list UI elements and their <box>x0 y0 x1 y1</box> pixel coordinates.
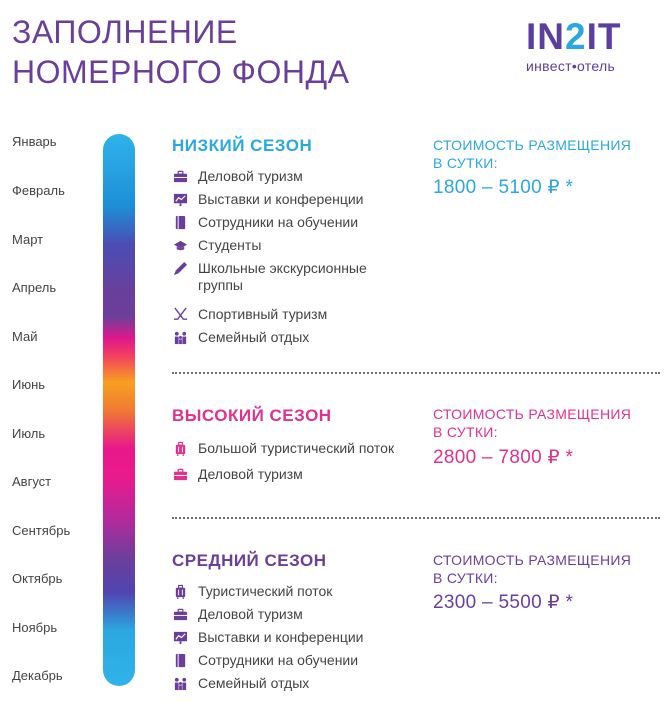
mid-season-title: СРЕДНИЙ СЕЗОН <box>172 551 327 570</box>
page-title-line-2: НОМЕРНОГО ФОНДА <box>12 54 350 90</box>
list-item <box>172 329 309 346</box>
month-label: Август <box>12 474 52 489</box>
list-item <box>172 306 327 323</box>
low-season-price: 1800 – 5100 ₽ * <box>433 177 574 198</box>
item-label: Деловой туризм <box>198 466 303 482</box>
item-label: Выставки и конференции <box>198 191 364 207</box>
item-label: Сотрудники на обучении <box>198 652 359 668</box>
price-label-line-1: СТОИМОСТЬ РАЗМЕЩЕНИЯ <box>433 137 632 153</box>
section-divider <box>172 517 660 519</box>
suitcase-icon <box>172 583 189 600</box>
list-item <box>172 583 332 600</box>
list-item <box>172 168 303 185</box>
chart-board-icon <box>172 629 189 646</box>
family-icon <box>172 329 189 346</box>
page-title <box>12 12 350 92</box>
price-label-line-1: СТОИМОСТЬ РАЗМЕЩЕНИЯ <box>433 406 632 422</box>
family-icon <box>172 675 189 692</box>
graduation-cap-icon <box>172 237 189 254</box>
month-label: Январь <box>12 134 57 149</box>
item-label: Семейный отдых <box>198 329 310 345</box>
item-label: Туристический поток <box>198 583 333 599</box>
list-item <box>172 237 261 254</box>
suitcase-icon <box>172 440 189 457</box>
item-label: Сотрудники на обучении <box>198 214 359 230</box>
list-item <box>172 466 303 483</box>
briefcase-icon <box>172 168 189 185</box>
list-item <box>172 260 412 294</box>
month-label: Ноябрь <box>12 620 58 635</box>
briefcase-icon <box>172 606 189 623</box>
high-season-price: 2800 – 7800 ₽ * <box>433 447 574 468</box>
month-label: Май <box>12 329 38 344</box>
hockey-sticks-icon <box>172 306 189 323</box>
page-title-line-1: ЗАПОЛНЕНИЕ <box>12 14 238 50</box>
price-label-line-2: В СУТКИ: <box>433 570 498 586</box>
item-label: Спортивный туризм <box>198 306 328 322</box>
month-label: Октябрь <box>12 571 63 586</box>
item-label: Большой туристический поток <box>198 440 395 456</box>
item-label: Деловой туризм <box>198 606 303 622</box>
list-item <box>172 606 303 623</box>
list-item <box>172 214 358 231</box>
item-label: Семейный отдых <box>198 675 310 691</box>
list-item <box>172 440 394 457</box>
price-label-line-2: В СУТКИ: <box>433 155 498 171</box>
logo-part-in: IN <box>526 16 565 57</box>
high-season-title: ВЫСОКИЙ СЕЗОН <box>172 406 332 425</box>
logo-wordmark <box>526 18 662 56</box>
month-label: Апрель <box>12 280 57 295</box>
month-label: Декабрь <box>12 668 63 683</box>
logo-part-it: IT <box>586 16 622 57</box>
month-label: Июль <box>12 426 46 441</box>
logo-subtitle: инвест•отель <box>526 58 616 74</box>
list-item <box>172 629 364 646</box>
month-label: Сентябрь <box>12 523 71 538</box>
high-season-price-label <box>433 405 631 441</box>
season-gradient-bar <box>103 134 135 686</box>
item-label: Студенты <box>198 237 262 253</box>
low-season-price-label <box>433 136 631 172</box>
book-icon <box>172 214 189 231</box>
in2it-logo <box>526 18 662 74</box>
logo-part-2: 2 <box>565 16 587 57</box>
pencil-icon <box>172 260 189 277</box>
list-item <box>172 675 309 692</box>
chart-board-icon <box>172 191 189 208</box>
book-icon <box>172 652 189 669</box>
month-label: Июнь <box>12 377 46 392</box>
price-label-line-2: В СУТКИ: <box>433 424 498 440</box>
low-season-title: НИЗКИЙ СЕЗОН <box>172 136 313 155</box>
section-divider <box>172 372 660 374</box>
list-item <box>172 191 364 208</box>
item-label: Деловой туризм <box>198 168 303 184</box>
mid-season-price-label <box>433 551 631 587</box>
item-label: Школьные экскурсионные группы <box>198 260 367 293</box>
price-label-line-1: СТОИМОСТЬ РАЗМЕЩЕНИЯ <box>433 552 632 568</box>
item-label: Выставки и конференции <box>198 629 364 645</box>
month-label: Февраль <box>12 183 65 198</box>
mid-season-price: 2300 – 5500 ₽ * <box>433 592 574 613</box>
list-item <box>172 652 358 669</box>
month-label: Март <box>12 232 44 247</box>
briefcase-icon <box>172 466 189 483</box>
